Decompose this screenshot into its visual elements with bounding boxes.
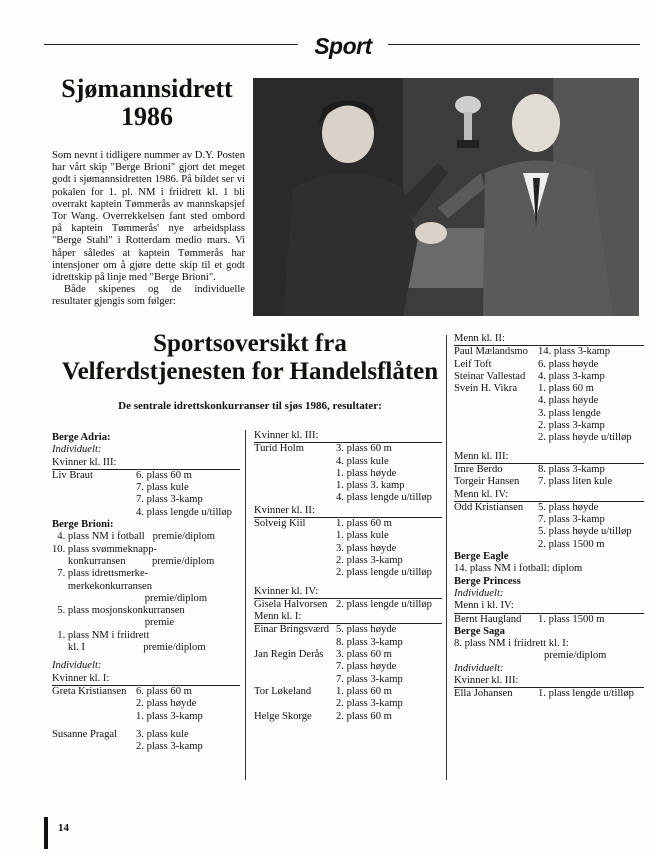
result-value: 4. plass lengde u/tilløp [136,506,232,518]
athlete-name: Tor Løkeland [254,685,312,697]
result-row [254,711,442,723]
result-row [254,624,442,636]
results-title-line1: Sportsoversikt fra [153,330,347,357]
intro-paragraph-1: Som nevnt i tidligere nummer av D.Y. Posten har vårt skip "Berge Brioni" gjort det meget godt i sjømannsidretten 1986. På bildet ser vi pokalen for 1. pl. NM i friidrett kl. 1 bli overrakt kaptein Tømmerås av mannskapsjef Tor Wang. Overrekkelsen fant sted ombord på kaptein Tømmerås' nye arbeidsplass "Berge Stahl" i Rotterdam medio mars. Vi håper således at kaptein Tømmerås har intensjoner om å gjøre dette skip til et godt idrettskip på linje med "Berge Brioni". [52,150,245,284]
result-row [254,543,442,555]
result-row [254,686,442,698]
result-row [254,637,442,649]
class-heading: Kvinner kl. IV: [254,586,442,599]
result-value: 3. plass lengde [538,407,601,419]
result-value: 7. plass liten kule [538,476,613,488]
result-value: 14. plass 3-kamp [538,346,611,358]
class-heading: Kvinner kl. III: [254,430,442,443]
result-row [454,539,644,551]
result-value: 2. plass 3-kamp [538,420,605,432]
result-value: 5. plass høyde [336,624,397,636]
result-value: 3. plass 60 m [336,443,392,455]
class-heading: Kvinner kl. II: [254,505,442,518]
result-row [454,408,644,420]
header-rule-left [44,44,298,45]
result-row [454,502,644,514]
athlete-name: Paul Mælandsmo [454,346,528,358]
results-column-2 [254,430,442,723]
result-value: 1. plass 1500 m [538,613,605,625]
result-row [254,649,442,661]
class-heading: Menn kl. IV: [454,489,644,502]
result-value: 2. plass 3-kamp [336,698,403,710]
result-value: 2. plass høyde [136,698,197,710]
result-line: premie/diplom [52,592,208,604]
result-row [454,464,644,476]
athlete-name: Susanne Pragal [52,728,118,740]
athlete-name: Ella Johansen [454,688,513,700]
result-value: 8. plass 3-kamp [538,463,605,475]
class-heading: Kvinner kl. III: [52,457,240,470]
page-marker [44,817,48,849]
section-title: Sport [314,33,372,59]
result-value: 2. plass lengde u/tilløp [336,567,432,579]
result-row [454,526,644,538]
result-row [254,530,442,542]
athlete-name: Odd Kristiansen [454,501,524,513]
result-line: 10. plass svømmeknapp- [52,543,158,555]
result-row [454,614,644,626]
result-row [52,711,240,723]
athlete-name: Liv Braut [52,469,93,481]
athlete-name: Steinar Vallestad [454,370,526,382]
result-row [254,456,442,468]
athlete-name: Turid Holm [254,443,304,455]
result-line: 14. plass NM i fotball: diplom [454,563,583,575]
class-heading: Menn kl. III: [454,451,644,464]
result-value: 1. plass lengde u/tilløp [538,688,634,700]
result-value: 2. plass høyde u/tilløp [538,432,632,444]
athlete-name: Gisela Halvorsen [254,598,328,610]
athlete-name: Leif Toft [454,358,492,370]
result-line: premie/diplom [454,650,607,662]
athlete-name: Imre Berdo [454,463,503,475]
result-row [454,346,644,358]
result-value: 4. plass høyde [538,395,599,407]
result-row [454,688,644,700]
athlete-name: Helge Skorge [254,710,312,722]
result-value: 6. plass 60 m [136,469,192,481]
result-line: 7. plass idrettsmerke- [52,568,149,580]
result-value: 7. plass kule [136,482,189,494]
intro-text [52,150,245,309]
result-row [52,470,240,482]
result-value: 2. plass 3-kamp [136,741,203,753]
category-label: Individuelt: [454,587,504,599]
athlete-name: Greta Kristiansen [52,685,127,697]
ship-heading: Berge Eagle [454,551,509,563]
result-value: 4. plass kule [336,455,389,467]
page-number: 14 [58,822,69,834]
result-row [52,494,240,506]
photo-illustration [253,78,639,316]
result-row [52,741,240,753]
result-value: 2. plass 60 m [336,710,392,722]
result-value: 7. plass høyde [336,661,397,673]
result-value: 6. plass høyde [538,358,599,370]
athlete-name: Torgeir Hansen [454,476,520,488]
category-label: Individuelt: [454,662,504,674]
results-column-3 [454,333,644,701]
column-divider-2 [446,335,447,780]
result-row [254,468,442,480]
result-row [454,420,644,432]
result-row [454,383,644,395]
athlete-name: Bernt Haugland [454,613,522,625]
result-value: 2. plass 3-kamp [336,554,403,566]
trophy-handover-photo [253,78,639,316]
result-value: 3. plass høyde [336,542,397,554]
class-heading: Kvinner kl. I: [52,673,240,686]
result-value: 2. plass 1500 m [538,538,605,550]
result-line: 8. plass NM i friidrett kl. I: [454,638,569,650]
result-row [254,599,442,611]
result-row [52,507,240,519]
result-row [254,674,442,686]
results-column-1 [52,432,240,753]
result-line: kl. I premie/diplom [52,642,206,654]
headline-line1: Sjømannsidrett [61,74,233,103]
result-value: 1. plass kule [336,530,389,542]
result-value: 6. plass 60 m [136,685,192,697]
athlete-name: Einar Bringsværd [254,624,330,636]
result-row [254,518,442,530]
result-row [254,661,442,673]
result-value: 4. plass 3-kamp [538,370,605,382]
result-line: merkekonkurransen [52,580,153,592]
result-row [254,567,442,579]
class-heading: Menn kl. II: [454,333,644,346]
ship-heading: Berge Adria: [52,432,111,443]
result-value: 7. plass 3-kamp [538,514,605,526]
athlete-name: Solveig Kiil [254,518,306,530]
result-row [52,729,240,741]
class-heading: Kvinner kl. III: [454,675,644,688]
result-row [52,482,240,494]
result-value: 3. plass 60 m [336,649,392,661]
result-row [254,555,442,567]
results-title-line2: Velferdstjenesten for Handelsflåten [61,358,439,385]
result-row [52,686,240,698]
result-value: 5. plass høyde u/tilløp [538,526,632,538]
result-row [454,395,644,407]
category-label: Individuelt: [52,444,102,456]
result-value: 8. plass 3-kamp [336,636,403,648]
result-line: 4. plass NM i fotball premie/diplom [52,531,216,543]
header-rule-right [388,44,640,45]
result-value: 1. plass 60 m [538,383,594,395]
result-row [52,698,240,710]
result-line: premie [52,617,175,629]
result-row [454,476,644,488]
column-divider-1 [245,430,246,780]
ship-heading: Berge Saga [454,625,505,637]
intro-paragraph-2: Både skipenes og de individuelle resultater gjengis som følger: [52,284,245,308]
result-value: 1. plass høyde [336,467,397,479]
ship-heading: Berge Princess [454,575,521,587]
result-row [454,371,644,383]
result-value: 4. plass lengde u/tilløp [336,492,432,504]
result-value: 1. plass 60 m [336,518,392,530]
result-line: 1. plass NM i friidrett [52,629,150,641]
result-value: 7. plass 3-kamp [336,673,403,685]
athlete-name: Svein H. Vikra [454,383,518,395]
ship-heading: Berge Brioni: [52,519,114,531]
result-row [254,480,442,492]
result-line: konkurransen premie/diplom [52,555,215,567]
result-row [254,492,442,504]
results-subtitle: De sentrale idrettskonkurranser til sjøs 1986, resultater: [118,400,382,412]
class-heading: Menn kl. I: [254,611,442,624]
result-row [254,698,442,710]
result-value: 2. plass lengde u/tilløp [336,598,432,610]
result-value: 1. plass 3-kamp [136,710,203,722]
result-line: 5. plass mosjonskonkurransen [52,605,185,617]
class-heading: Menn i kl. IV: [454,600,644,613]
result-value: 7. plass 3-kamp [136,494,203,506]
headline-line2: 1986 [121,102,173,131]
result-row [454,432,644,444]
result-value: 1. plass 60 m [336,685,392,697]
result-value: 5. plass høyde [538,501,599,513]
category-label: Individuelt: [52,660,102,672]
athlete-name: Jan Regin Derås [254,649,324,661]
result-row [454,359,644,371]
result-value: 1. plass 3. kamp [336,480,405,492]
result-value: 3. plass kule [136,728,189,740]
result-row [254,443,442,455]
result-row [454,514,644,526]
